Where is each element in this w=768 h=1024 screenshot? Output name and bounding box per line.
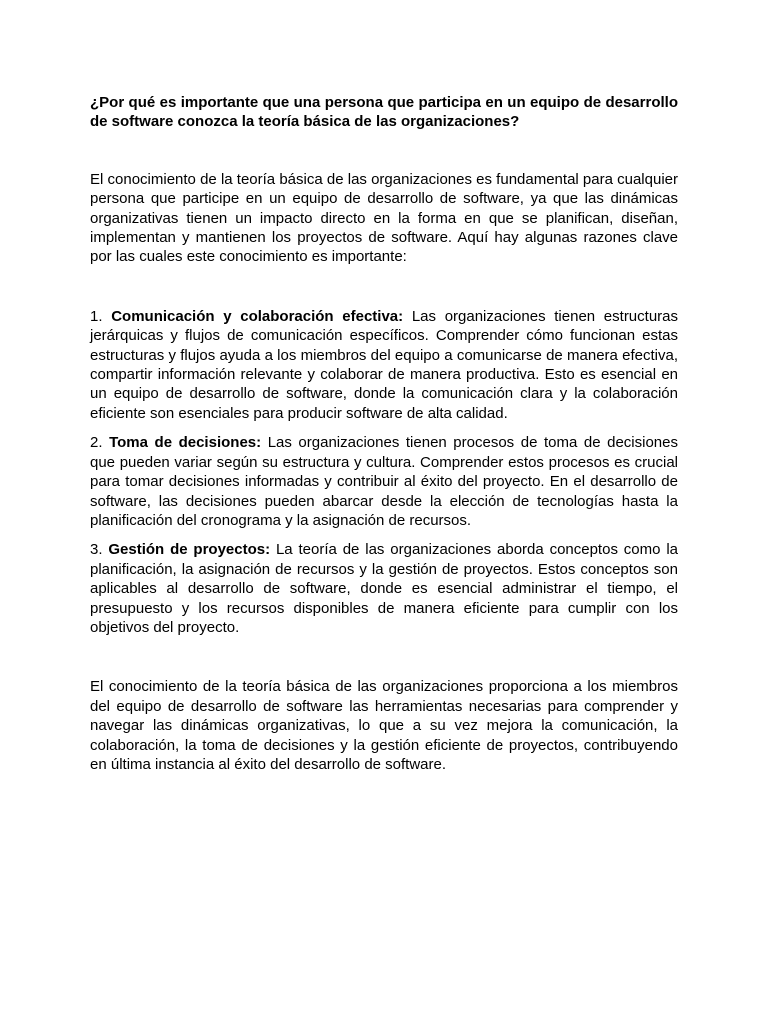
question-heading: ¿Por qué es importante que una persona que participa en un equipo de desarrollo de software conozca la teoría básica de las organizaciones? [90, 94, 678, 131]
conclusion-paragraph: El conocimiento de la teoría básica de las organizaciones proporciona a los miembros del equipo de desarrollo de software las herramientas necesarias para comprender y navegar las dinámicas organizativas, lo que a su vez mejora la comunicación, la colaboración, la toma de decisiones y la gestión eficiente de proyectos, contribuyendo en última instancia al éxito del desarrollo de software. [90, 678, 678, 773]
item-title: Gestión de proyectos: [108, 541, 271, 559]
document-body [90, 93, 678, 774]
list-item-communication [90, 307, 678, 423]
item-title: Toma de decisiones: [109, 434, 262, 452]
item-number: 3. [90, 541, 103, 559]
item-text: La teoría de las organizaciones aborda conceptos como la planificación, la asignación de recursos y la gestión de proyectos. Estos conceptos son aplicables al desarrollo de software, donde es esencial administrar el tiempo, el presupuesto y los recursos disponibles de manera eficiente para cumplir con los objetivos del proyecto. [90, 541, 678, 636]
item-number: 1. [90, 307, 103, 325]
item-title: Comunicación y colaboración efectiva: [111, 307, 404, 325]
intro-paragraph: El conocimiento de la teoría básica de las organizaciones es fundamental para cualquier persona que participe en un equipo de desarrollo de software, ya que las dinámicas organizativas tienen un impacto directo en la forma en que se planifican, diseñan, implementan y mantienen los proyectos de software. Aquí hay algunas razones clave por las cuales este conocimiento es importante: [90, 170, 678, 266]
item-text: Las organizaciones tienen estructuras jerárquicas y flujos de comunicación específicos. Comprender cómo funcionan estas estructuras y flujos ayuda a los miembros del equipo a comunicarse de manera efectiva, compartir información relevante y colaborar de manera productiva. Esto es esencial en un equipo de desarrollo de software, donde la comunicación clara y la colaboración eficiente son esenciales para producir software de alta calidad. [90, 307, 679, 422]
list-item-decisions [90, 433, 678, 530]
item-number: 2. [90, 434, 103, 452]
list-item-project-management [90, 540, 678, 637]
item-text: Las organizaciones tienen procesos de toma de decisiones que pueden variar según su estructura y cultura. Comprender estos procesos es crucial para tomar decisiones informadas y contribuir al éxito del proyecto. En el desarrollo de software, las decisiones pueden abarcar desde la elección de tecnologías hasta la planificación del cronograma y la asignación de recursos. [90, 434, 678, 529]
